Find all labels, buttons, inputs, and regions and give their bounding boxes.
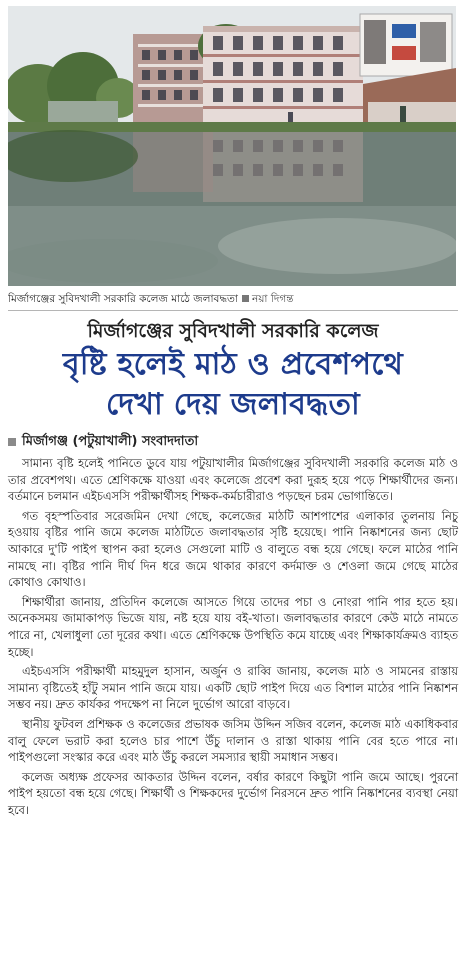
paragraph-6: কলেজ অধ্যক্ষ প্রফেসর আকতার উদ্দিন বলেন, বর্ষার কারণে কিছুটা পানি জমে আছে। পুরনো পাইপ হয়তো বন্ধ হয়ে গেছে। শিক্ষার্থী ও শিক্ষকদের দুর্ভোগ নিরসনে দ্রুত পানি নিষ্কাশনের ব্যবস্থা নেয়া হবে। — [8, 769, 458, 817]
photo-credit: নয়া দিগন্ত — [251, 293, 294, 305]
kicker: মির্জাগঞ্জের সুবিদখালী সরকারি কলেজ — [87, 320, 379, 342]
photo-caption: মির্জাগঞ্জের সুবিদখালী সরকারি কলেজ মাঠে জলাবদ্ধতা — [8, 293, 238, 305]
flooded-college-field-image — [8, 6, 456, 286]
headline-line-2: দেখা দেয় জলাবদ্ধতা — [106, 387, 360, 422]
separator-square-icon — [242, 295, 249, 302]
headline-line-1: বৃষ্টি হলেই মাঠ ও প্রবেশপথে — [62, 347, 404, 382]
paragraph-5: স্থানীয় ফুটবল প্রশিক্ষক ও কলেজের প্রভাষক জসিম উদ্দিন সজিব বলেন, কলেজ মাঠ একাধিকবার বালু ফেলে ভরাট করা হলেও চার পাশে উঁচু দালান ও রাস্তা থাকায় পানি বের হতে পারে না। পাইপগুলো সংস্কার করে এবং মাঠ উঁচু করলে সমস্যার স্থায়ী সমাধান সম্ভব। — [8, 716, 458, 765]
dateline-text: মির্জাগঞ্জ (পটুয়াখালী) সংবাদদাতা — [22, 434, 199, 449]
divider — [8, 310, 458, 311]
photo-caption-line — [8, 292, 458, 306]
headline — [8, 345, 458, 425]
paragraph-4: এইচএসসি পরীক্ষার্থী মাহমুদুল হাসান, অর্জুন ও রাব্বি জানায়, কলেজ মাঠ ও সামনের রাস্তায় সামান্য বৃষ্টিতেই হাঁটু সমান পানি জমে যায়। একটি ছোট পাইপ দিয়ে এত বিশাল মাঠের পানি নিষ্কাশন সম্ভব নয়। দ্রুত কার্যকর পদক্ষেপ না নিলে দুর্ভোগ আরো বাড়বে। — [8, 664, 458, 712]
news-photo — [8, 6, 456, 286]
paragraph-3: শিক্ষার্থীরা জানায়, প্রতিদিন কলেজে আসতে গিয়ে তাদের পচা ও নোংরা পানি পার হতে হয়। অনেকসময় জামাকাপড় ভিজে যায়, নষ্ট হয়ে যায় বই-খাতা। জলাবদ্ধতার কারণে কেউ মাঠে নামতে পারে না, খেলাধুলা তো দূরের কথা। এতে শ্রেণিকক্ষে উপস্থিতি কমে যাচ্ছে এবং শিক্ষাকার্যক্রমও ব্যাহত হচ্ছে। — [8, 594, 458, 659]
paragraph-1: সামান্য বৃষ্টি হলেই পানিতে ডুবে যায় পটুয়াখালীর মির্জাগঞ্জের সুবিদখালী সরকারি কলেজ মাঠ ও তার প্রবেশপথ। এতে শ্রেণিকক্ষে যাওয়া এবং কলেজে প্রবেশ করা দুরূহ হয়ে পড়ে শিক্ষার্থীদের জন্য। বর্তমানে চলমান এইচএসসি পরীক্ষার্থীসহ শিক্ষক-কর্মচারীরাও পড়ছেন চরম ভোগান্তিতে। — [8, 456, 458, 504]
article-body — [8, 455, 458, 818]
dateline — [8, 433, 458, 451]
bullet-square-icon — [8, 438, 16, 446]
paragraph-2: গত বৃহস্পতিবার সরেজমিন দেখা গেছে, কলেজের মাঠটি আশপাশের এলাকার তুলনায় নিচু হওয়ায় বৃষ্টির পানি জমে কলেজ মাঠটিতে জলাবদ্ধতার সৃষ্টি হয়েছে। পানি নিষ্কাশনের জন্য ছোট আকারে দু'টি পাইপ স্থাপন করা হলেও সেগুলো মাটি ও বালুতে বন্ধ হয়ে গেছে। ফলে মাঠের পানি নামছে না। বৃষ্টির পানি দীর্ঘ দিন ধরে জমে থাকার কারণে কর্দমাক্ত ও শেওলা জমে গেছে মাঠের কোথাও কোথাও। — [8, 508, 458, 590]
